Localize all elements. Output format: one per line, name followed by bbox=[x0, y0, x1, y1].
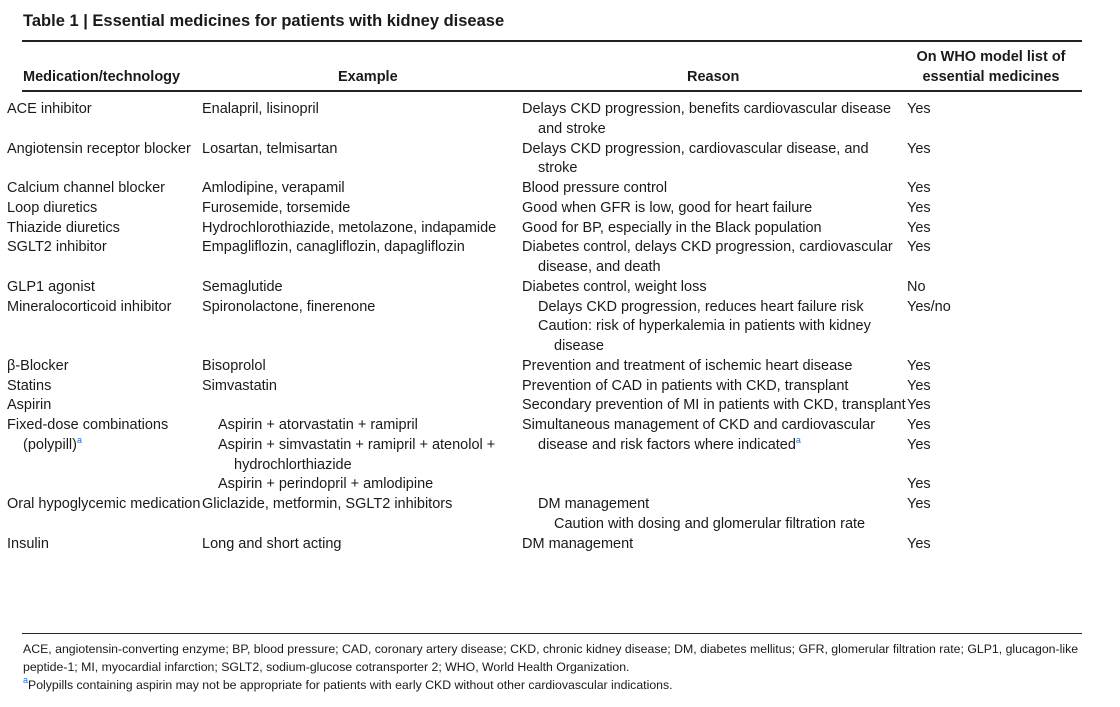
who-line: Yes bbox=[907, 436, 931, 453]
who-line: Yes bbox=[907, 417, 931, 433]
table-row bbox=[23, 416, 1083, 495]
header-example: Example bbox=[338, 69, 398, 85]
cell-medication: SGLT2 inhibitor bbox=[7, 239, 107, 256]
cell-who: Yes bbox=[907, 397, 931, 414]
cell-who: Yes bbox=[907, 199, 931, 216]
cell-who: Yes bbox=[907, 101, 931, 117]
cell-medication: Aspirin bbox=[7, 397, 52, 414]
reason-caution: Caution: risk of hyperkalemia in patients with kidney disease bbox=[538, 318, 871, 354]
cell-reason: Delays CKD progression, benefits cardiovascular disease and stroke bbox=[522, 101, 892, 137]
header-who: On WHO model list of essential medicines bbox=[916, 49, 1066, 85]
cell-reason bbox=[522, 416, 907, 495]
example-line: Aspirin + atorvastatin + ramipril bbox=[218, 417, 418, 433]
table-row bbox=[23, 100, 1083, 140]
cell-who: Yes bbox=[907, 180, 931, 196]
reason-line: Delays CKD progression, reduces heart failure risk bbox=[538, 298, 864, 315]
header-reason: Reason bbox=[687, 69, 740, 85]
cell-example bbox=[218, 396, 538, 416]
cell-who: Yes bbox=[907, 140, 931, 157]
cell-who: Yes/no bbox=[907, 298, 951, 315]
table-row bbox=[23, 179, 1083, 199]
polypill-note-text: Polypills containing aspirin may not be appropriate for patients with early CKD without other cardiovascular indications. bbox=[28, 678, 673, 692]
reason-line: DM management bbox=[538, 496, 650, 512]
reason-text: Simultaneous management of CKD and cardiovascular disease and risk factors where indicated bbox=[522, 417, 876, 453]
polypill-note bbox=[23, 676, 1085, 694]
cell-reason: DM management bbox=[522, 535, 634, 552]
table-row bbox=[23, 278, 1083, 298]
cell-medication: ACE inhibitor bbox=[7, 101, 92, 117]
cell-example: Gliclazide, metformin, SGLT2 inhibitors bbox=[202, 496, 453, 512]
example-line: Aspirin + simvastatin + ramipril + atenolol + hydrochlorthiazide bbox=[218, 436, 496, 473]
cell-medication: Statins bbox=[7, 377, 52, 394]
cell-who bbox=[907, 416, 1083, 495]
cell-medication: Thiazide diuretics bbox=[7, 219, 120, 236]
bottom-rule bbox=[22, 633, 1082, 634]
cell-example bbox=[218, 416, 538, 495]
cell-medication: β-Blocker bbox=[7, 357, 69, 374]
cell-reason: Diabetes control, delays CKD progression, cardiovascular disease, and death bbox=[522, 239, 893, 275]
footnote-mark: a bbox=[23, 675, 29, 685]
cell-medication: Insulin bbox=[7, 535, 49, 552]
cell-who: Yes bbox=[907, 219, 931, 236]
who-spacer bbox=[907, 456, 1083, 476]
cell-reason: Good for BP, especially in the Black population bbox=[522, 219, 822, 236]
footnote-mark: a bbox=[77, 434, 83, 445]
footnote-mark: a bbox=[795, 434, 801, 445]
table-body bbox=[7, 100, 1083, 554]
table-row bbox=[23, 140, 1083, 180]
cell-reason: Delays CKD progression, cardiovascular disease, and stroke bbox=[522, 140, 869, 177]
table-footnotes bbox=[23, 640, 1085, 694]
cell-example: Losartan, telmisartan bbox=[202, 140, 338, 157]
cell-medication: Calcium channel blocker bbox=[7, 180, 165, 196]
cell-reason: Prevention and treatment of ischemic heart disease bbox=[522, 357, 853, 374]
cell-example: Bisoprolol bbox=[202, 357, 266, 374]
cell-example: Long and short acting bbox=[202, 535, 342, 552]
table-row bbox=[23, 298, 1083, 357]
cell-reason: Diabetes control, weight loss bbox=[522, 278, 707, 295]
cell-medication: Loop diuretics bbox=[7, 199, 98, 216]
abbreviations-note: ACE, angiotensin-converting enzyme; BP, blood pressure; CAD, coronary artery disease; CKD, chronic kidney disease; DM, diabetes mellitus; GFR, glomerular filtration rate; GLP1, glucagon-like peptide-1; MI, myocardial infarction; SGLT2, sodium-glucose cotransporter 2; WHO, World Health Organization. bbox=[23, 642, 1079, 674]
cell-example: Amlodipine, verapamil bbox=[202, 180, 345, 196]
cell-who: Yes bbox=[907, 357, 931, 374]
cell-reason: Blood pressure control bbox=[522, 180, 668, 196]
cell-medication: Mineralocorticoid inhibitor bbox=[7, 298, 172, 315]
cell-example: Empagliflozin, canagliflozin, dapagliflozin bbox=[202, 239, 465, 256]
header-rule bbox=[22, 90, 1082, 92]
cell-example: Enalapril, lisinopril bbox=[202, 101, 319, 117]
cell-example: Spironolactone, finerenone bbox=[202, 298, 376, 315]
cell-who: Yes bbox=[907, 377, 931, 394]
cell-example: Simvastatin bbox=[202, 377, 277, 394]
example-line: Aspirin + perindopril + amlodipine bbox=[218, 476, 434, 493]
cell-who: Yes bbox=[907, 496, 931, 512]
cell-medication: GLP1 agonist bbox=[7, 278, 95, 295]
cell-example: Furosemide, torsemide bbox=[202, 199, 351, 216]
medication-text: Fixed-dose combinations (polypill) bbox=[7, 417, 169, 453]
table-row bbox=[23, 199, 1083, 219]
cell-reason bbox=[538, 495, 907, 535]
table-row bbox=[23, 495, 1083, 535]
table-title: Table 1 | Essential medicines for patients with kidney disease bbox=[23, 12, 505, 30]
table-row bbox=[23, 377, 1083, 397]
cell-reason bbox=[538, 298, 907, 357]
reason-caution: Caution with dosing and glomerular filtration rate bbox=[554, 515, 866, 532]
medicines-table bbox=[7, 100, 1083, 554]
table-row bbox=[23, 357, 1083, 377]
cell-reason: Good when GFR is low, good for heart failure bbox=[522, 199, 813, 216]
cell-who: Yes bbox=[907, 239, 931, 256]
table-row bbox=[23, 219, 1083, 239]
cell-who: Yes bbox=[907, 535, 931, 552]
cell-medication bbox=[7, 416, 218, 495]
cell-example: Hydrochlorothiazide, metolazone, indapamide bbox=[202, 219, 497, 236]
cell-who: No bbox=[907, 278, 926, 295]
table-row bbox=[23, 535, 1083, 555]
cell-medication: Angiotensin receptor blocker bbox=[7, 140, 191, 157]
table-row bbox=[23, 238, 1083, 278]
cell-example: Semaglutide bbox=[202, 278, 283, 295]
table-row bbox=[23, 396, 1083, 416]
header-medication: Medication/technology bbox=[23, 69, 181, 85]
who-line: Yes bbox=[907, 476, 931, 493]
cell-reason: Secondary prevention of MI in patients with CKD, transplant bbox=[522, 397, 906, 414]
top-rule bbox=[22, 40, 1082, 42]
cell-medication: Oral hypoglycemic medication bbox=[7, 496, 201, 512]
cell-reason: Prevention of CAD in patients with CKD, transplant bbox=[522, 377, 849, 394]
